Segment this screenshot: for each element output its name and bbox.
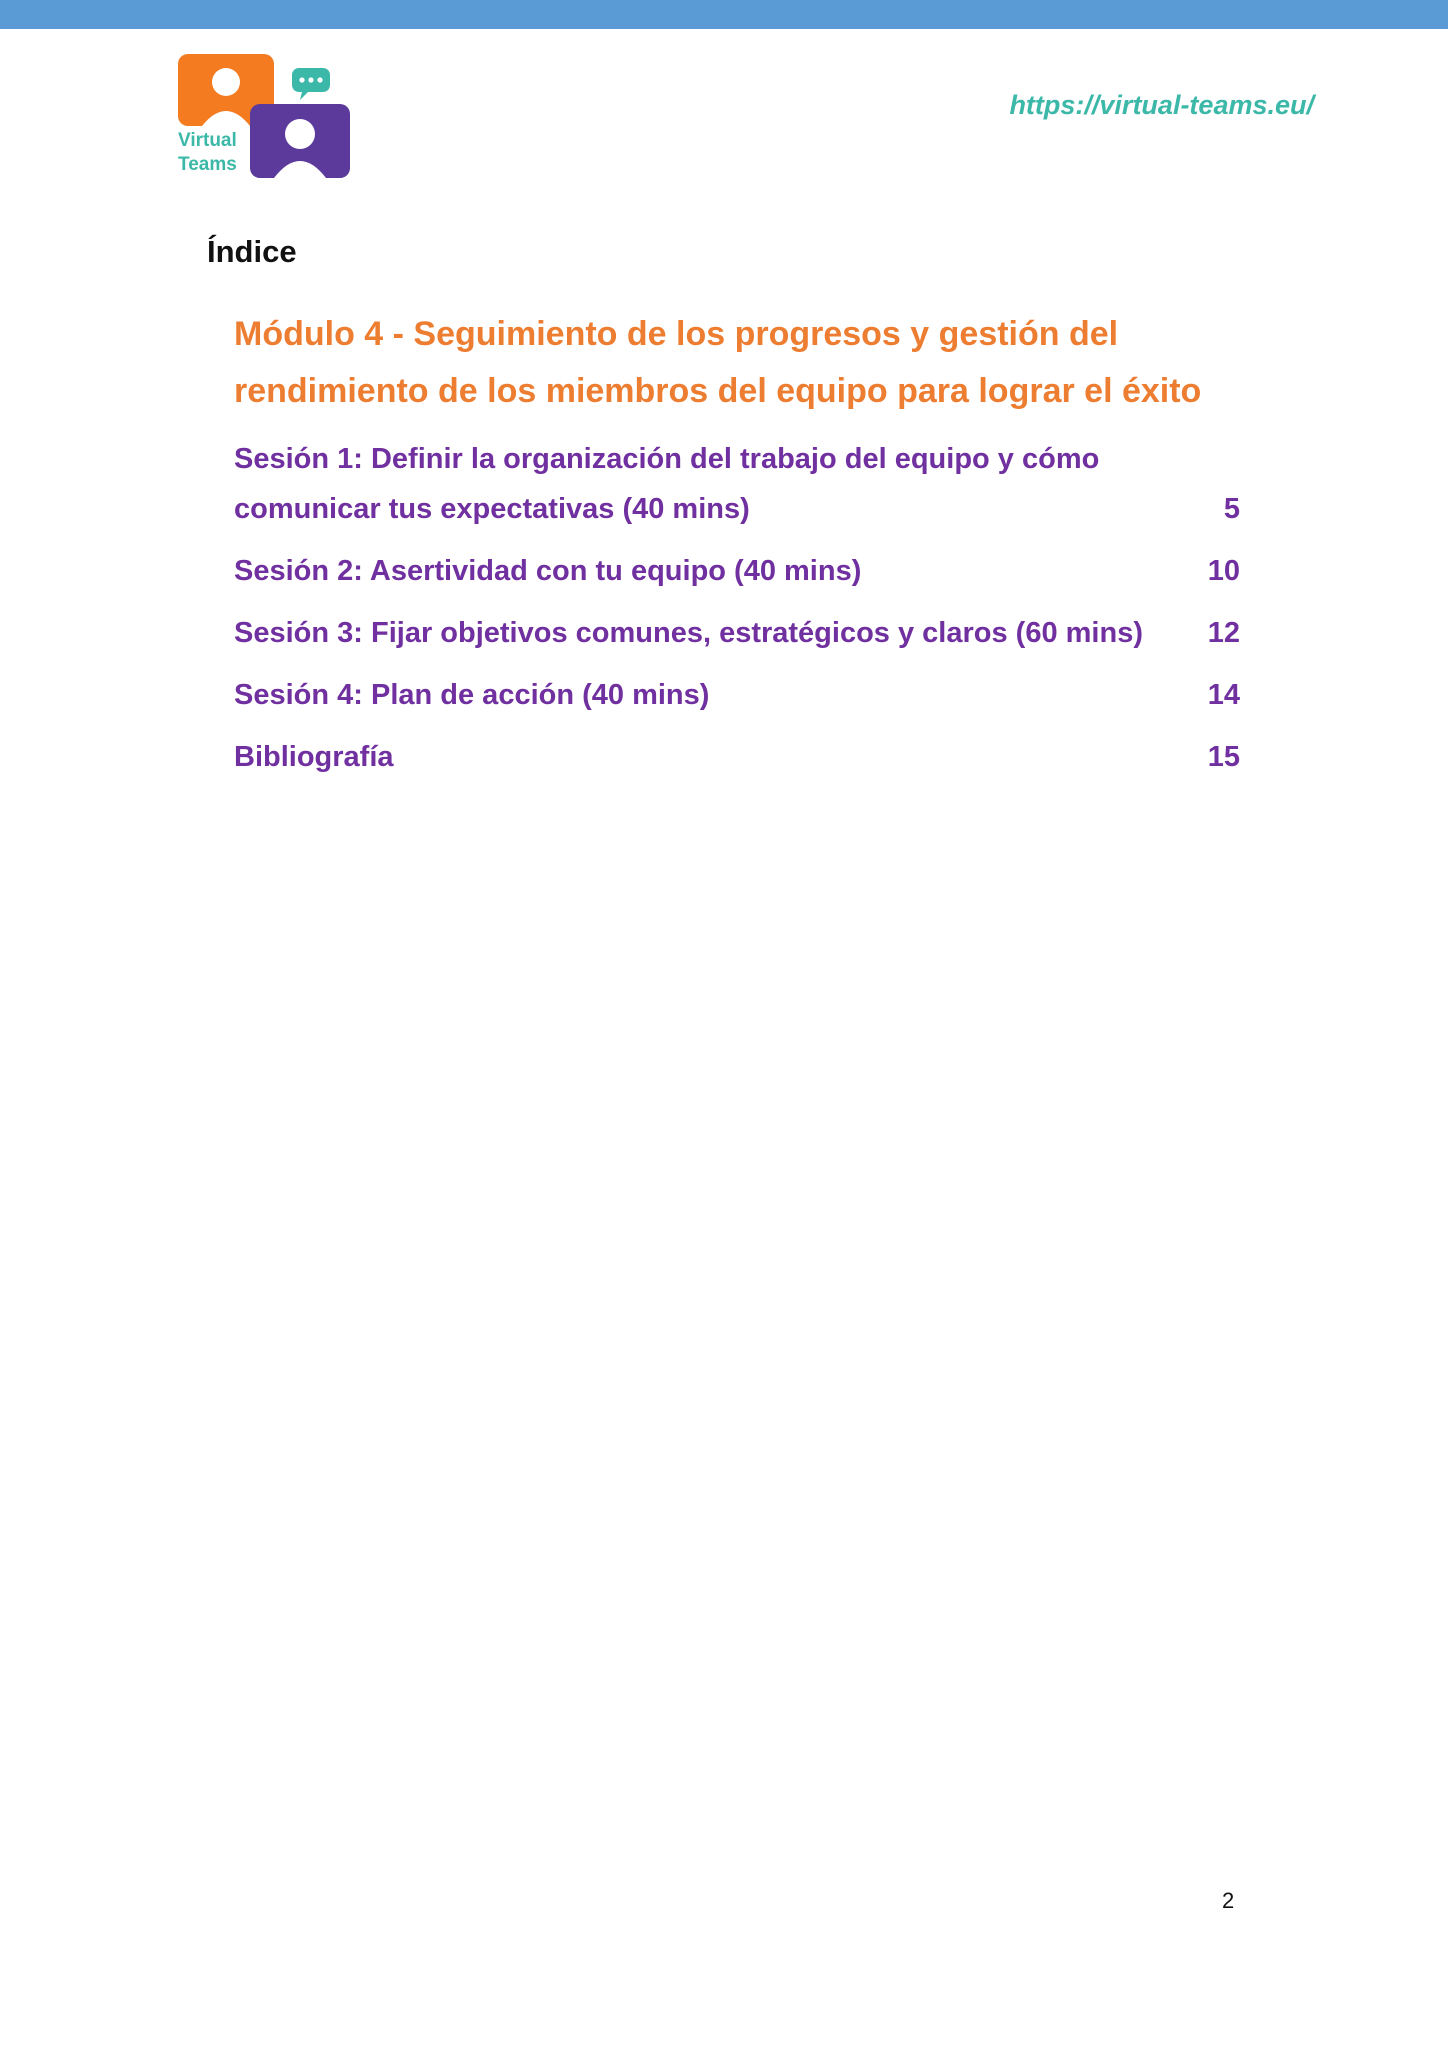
- toc-entry-session-1[interactable]: [234, 434, 1240, 534]
- virtual-teams-logo: [176, 52, 352, 180]
- logo-graphic: [176, 52, 352, 180]
- logo-text-line1: Virtual: [178, 130, 237, 151]
- toc-entry-page: 14: [1207, 679, 1240, 711]
- toc-entry-label: Sesión 3: Fijar objetivos comunes, estratégicos y claros (60 mins): [234, 617, 1143, 649]
- toc-entry-label: Sesión 2: Asertividad con tu equipo (40 mins): [234, 555, 862, 587]
- toc-entry-page: 10: [1207, 555, 1240, 587]
- module-title[interactable]: Módulo 4 - Seguimiento de los progresos y gestión del rendimiento de los miembros del equipo para lograr el éxito: [234, 315, 1202, 410]
- toc-entry-bibliography[interactable]: [234, 732, 1240, 782]
- toc-entry-session-3[interactable]: [234, 608, 1240, 658]
- index-heading: Índice: [207, 234, 297, 269]
- top-color-bar: [0, 0, 1448, 29]
- toc-entry-session-2[interactable]: [234, 546, 1240, 596]
- page-number: 2: [1222, 1888, 1235, 1913]
- logo-text-line2: Teams: [178, 154, 237, 175]
- toc-entry-label: Bibliografía: [234, 741, 394, 773]
- site-url-link[interactable]: https://virtual-teams.eu/: [1009, 90, 1314, 120]
- toc-entry-page: 5: [1223, 493, 1240, 525]
- table-of-contents: [234, 434, 1240, 794]
- toc-entry-label: Sesión 1: Definir la organización del trabajo del equipo y cómo comunicar tus expectativas (40 mins): [234, 443, 1100, 525]
- toc-entry-label: Sesión 4: Plan de acción (40 mins): [234, 679, 710, 711]
- toc-entry-page: 12: [1207, 617, 1240, 649]
- toc-entry-session-4[interactable]: [234, 670, 1240, 720]
- toc-entry-page: 15: [1207, 741, 1240, 773]
